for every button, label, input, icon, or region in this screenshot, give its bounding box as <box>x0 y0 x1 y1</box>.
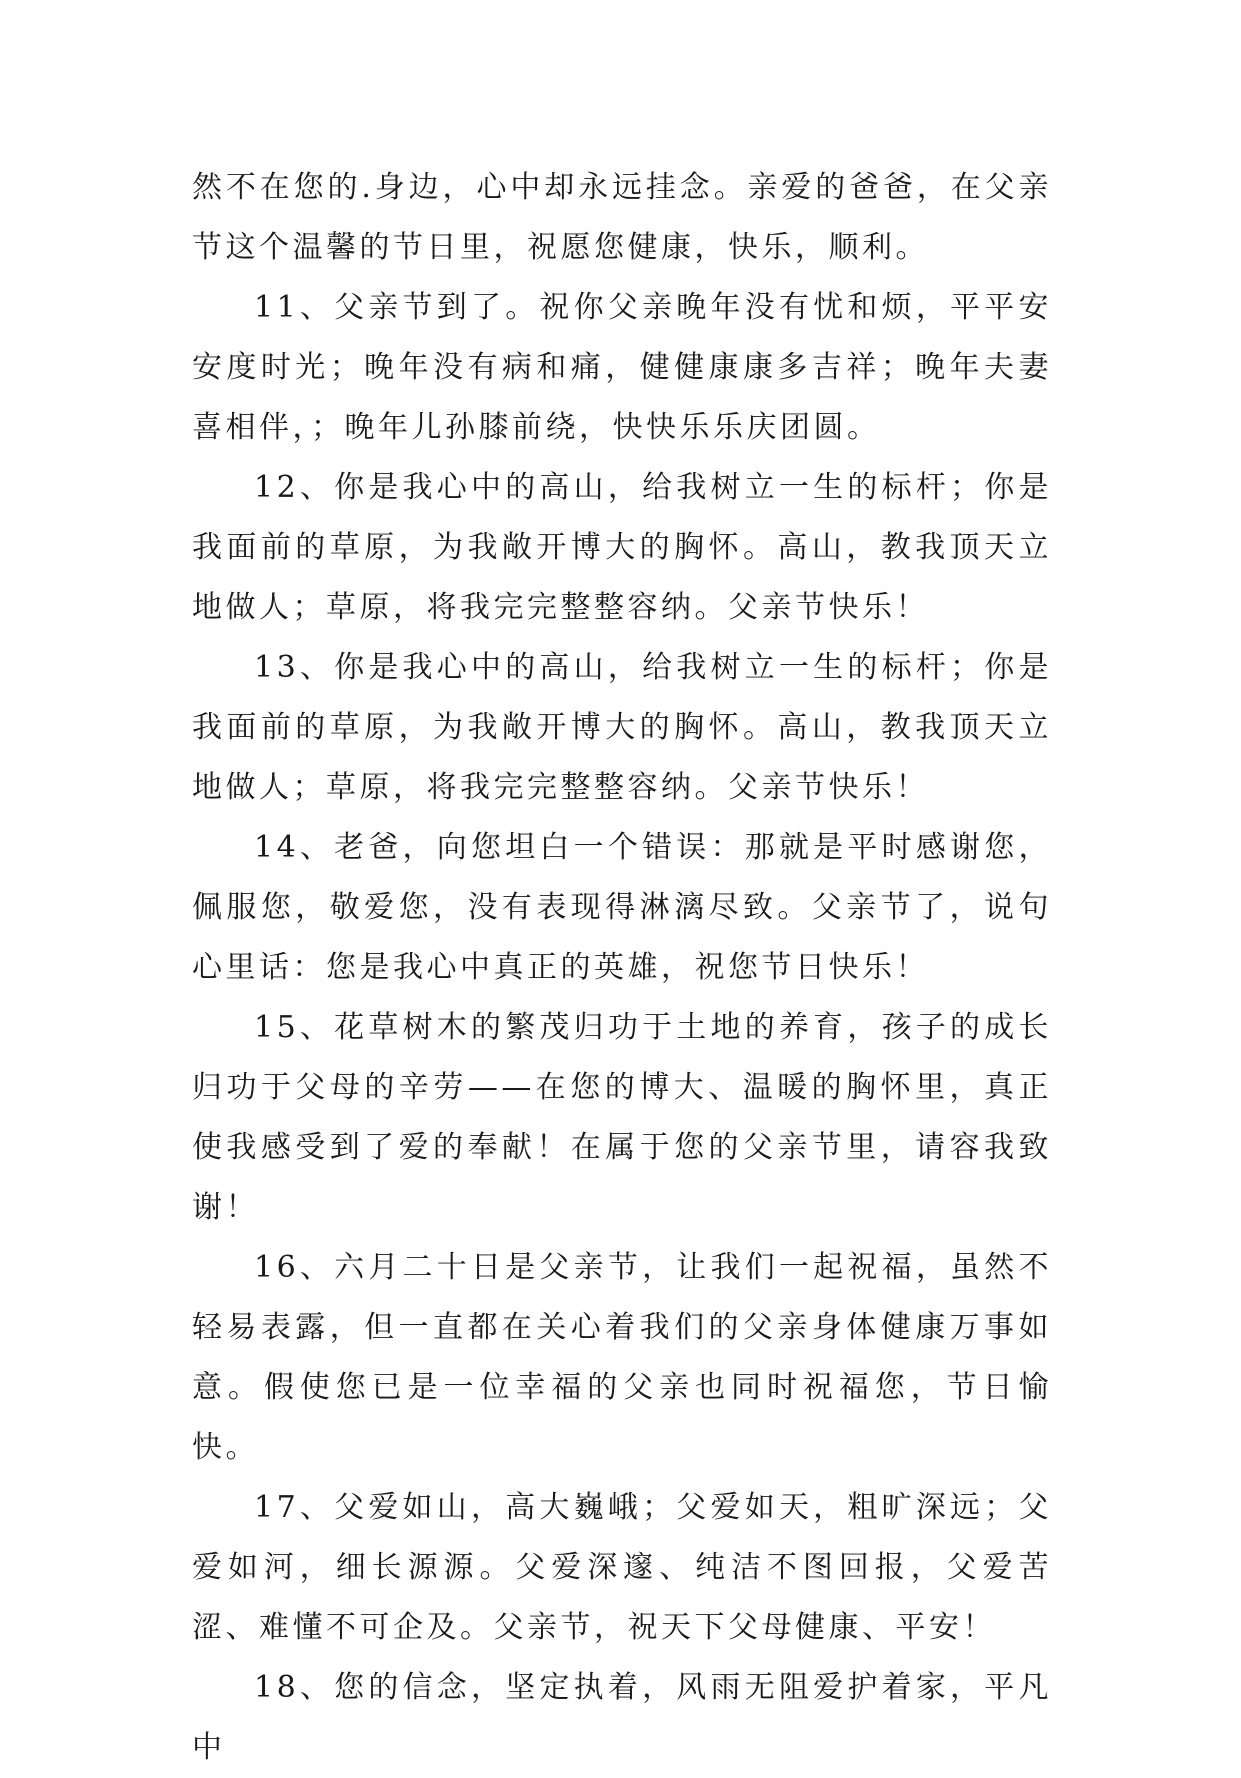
paragraph-15: 15、花草树木的繁茂归功于土地的养育，孩子的成长归功于父母的辛劳——在您的博大、温暖的胸怀里，真正使我感受到了爱的奉献！在属于您的父亲节里，请容我致谢！ <box>192 1010 1052 1225</box>
paragraph-17: 17、父爱如山，高大巍峨；父爱如天，粗旷深远；父爱如河，细长源源。父爱深邃、纯洁不图回报，父爱苦涩、难懂不可企及。父亲节，祝天下父母健康、平安！ <box>192 1490 1052 1645</box>
paragraph-14: 14、老爸，向您坦白一个错误：那就是平时感谢您，佩服您，敬爱您，没有表现得淋漓尽致。父亲节了，说句心里话：您是我心中真正的英雄，祝您节日快乐！ <box>192 830 1052 985</box>
paragraph-11: 11、父亲节到了。祝你父亲晚年没有忧和烦，平平安安度时光；晚年没有病和痛，健健康康多吉祥；晚年夫妻喜相伴，；晚年儿孙膝前绕，快快乐乐庆团圆。 <box>192 290 1052 445</box>
paragraph-13: 13、你是我心中的高山，给我树立一生的标杆；你是我面前的草原，为我敞开博大的胸怀。高山，教我顶天立地做人；草原，将我完完整整容纳。父亲节快乐！ <box>192 650 1052 805</box>
document-body <box>192 158 1052 1778</box>
paragraph-18: 18、您的信念，坚定执着，风雨无阻爱护着家，平凡中 <box>192 1670 1052 1765</box>
paragraph-continuation: 然不在您的.身边，心中却永远挂念。亲爱的爸爸，在父亲节这个温馨的节日里，祝愿您健康，快乐，顺利。 <box>192 170 1052 265</box>
paragraph-16: 16、六月二十日是父亲节，让我们一起祝福，虽然不轻易表露，但一直都在关心着我们的父亲身体健康万事如意。假使您已是一位幸福的父亲也同时祝福您，节日愉快。 <box>192 1250 1052 1465</box>
paragraph-12: 12、你是我心中的高山，给我树立一生的标杆；你是我面前的草原，为我敞开博大的胸怀。高山，教我顶天立地做人；草原，将我完完整整容纳。父亲节快乐！ <box>192 470 1052 625</box>
